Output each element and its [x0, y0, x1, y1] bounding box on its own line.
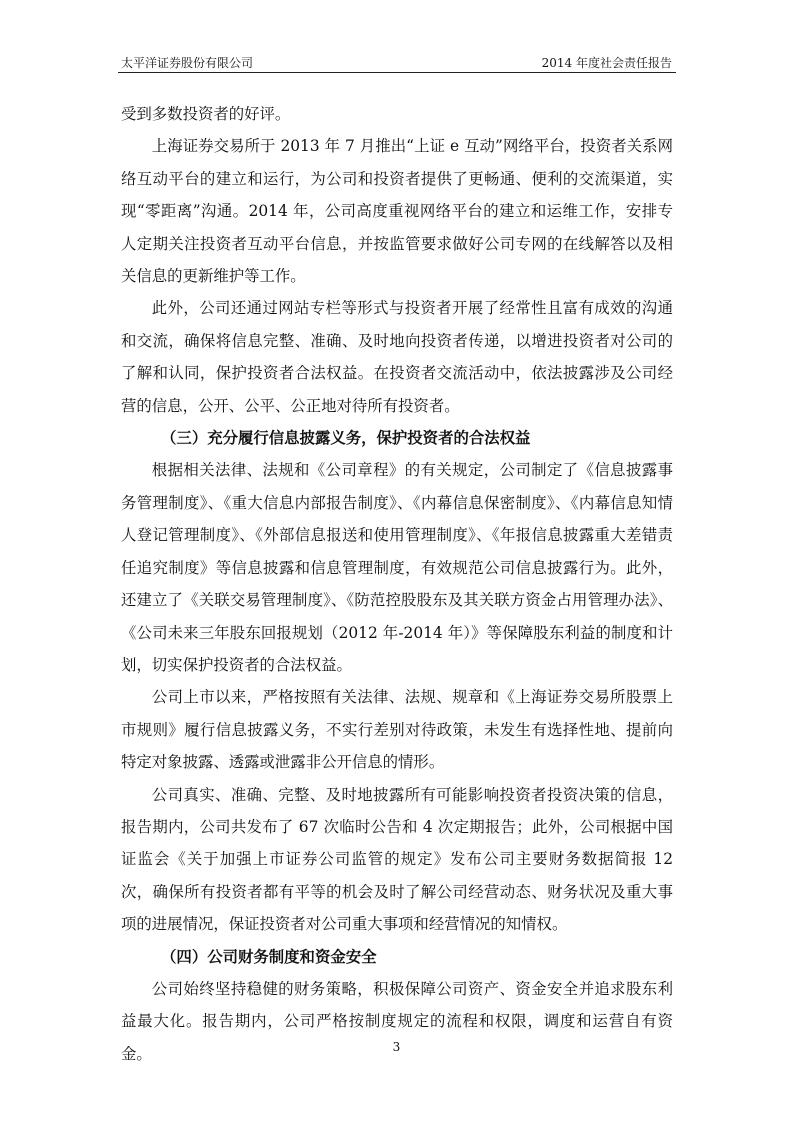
- paragraph: 受到多数投资者的好评。: [121, 105, 291, 123]
- paragraph: 公司上市以来，严格按照有关法律、法规、规章和《上海证券交易所股票上市规则》履行信息披露义务，不实行差别对待政策，未发生有选择性地、提前向特定对象披露、透露或泄露非公开信息的情形。: [121, 688, 673, 772]
- paragraph: 公司始终坚持稳健的财务策略，积极保障公司资产、资金安全并追求股东利益最大化。报告期内，公司严格按制度规定的流程和权限，调度和运营自有资金。: [121, 979, 673, 1063]
- document-body: [121, 98, 673, 1070]
- header-report-title: 2014 年度社会责任报告: [541, 56, 672, 70]
- paragraph: 公司真实、准确、完整、及时地披露所有可能影响投资者投资决策的信息，报告期内，公司共发布了 67 次临时公告和 4 次定期报告；此外，公司根据中国证监会《关于加强上市证券公司监管的规定》发布公司主要财务数据简报 12 次，确保所有投资者都有平等的机会及时了解公司经营动态、财务状况及重大事项的进展情况，保证投资者对公司重大事项和经营情况的知情权。: [121, 785, 673, 934]
- paragraph: 根据相关法律、法规和《公司章程》的有关规定，公司制定了《信息披露事务管理制度》、《重大信息内部报告制度》、《内幕信息保密制度》、《内幕信息知情人登记管理制度》、《外部信息报送和使用管理制度》、《年报信息披露重大差错责任追究制度》等信息披露和信息管理制度，有效规范公司信息披露行为。此外，还建立了《关联交易管理制度》、《防范控股股东及其关联方资金占用管理办法》、《公司未来三年股东回报规划（2012 年-2014 年）》等保障股东利益的制度和计划，切实保护投资者的合法权益。: [121, 461, 673, 674]
- paragraph: 此外，公司还通过网站专栏等形式与投资者开展了经常性且富有成效的沟通和交流，确保将信息完整、准确、及时地向投资者传递，以增进投资者对公司的了解和认同，保护投资者合法权益。在投资者交流活动中，依法披露涉及公司经营的信息，公开、公平、公正地对待所有投资者。: [121, 299, 673, 415]
- section-heading-4: （四）公司财务制度和资金安全: [161, 947, 377, 966]
- page-number: 3: [392, 1040, 401, 1054]
- header-company-name: 太平洋证券股份有限公司: [121, 56, 254, 70]
- section-heading-3: （三）充分履行信息披露义务，保护投资者的合法权益: [161, 429, 531, 448]
- header-divider: [118, 72, 676, 73]
- paragraph: 上海证券交易所于 2013 年 7 月推出“上证 e 互动”网络平台，投资者关系网络互动平台的建立和运行，为公司和投资者提供了更畅通、便利的交流渠道，实现“零距离”沟通。2014 年，公司高度重视网络平台的建立和运维工作，安排专人定期关注投资者互动平台信息，并按监管要求做好公司专网的在线解答以及相关信息的更新维护等工作。: [121, 137, 673, 286]
